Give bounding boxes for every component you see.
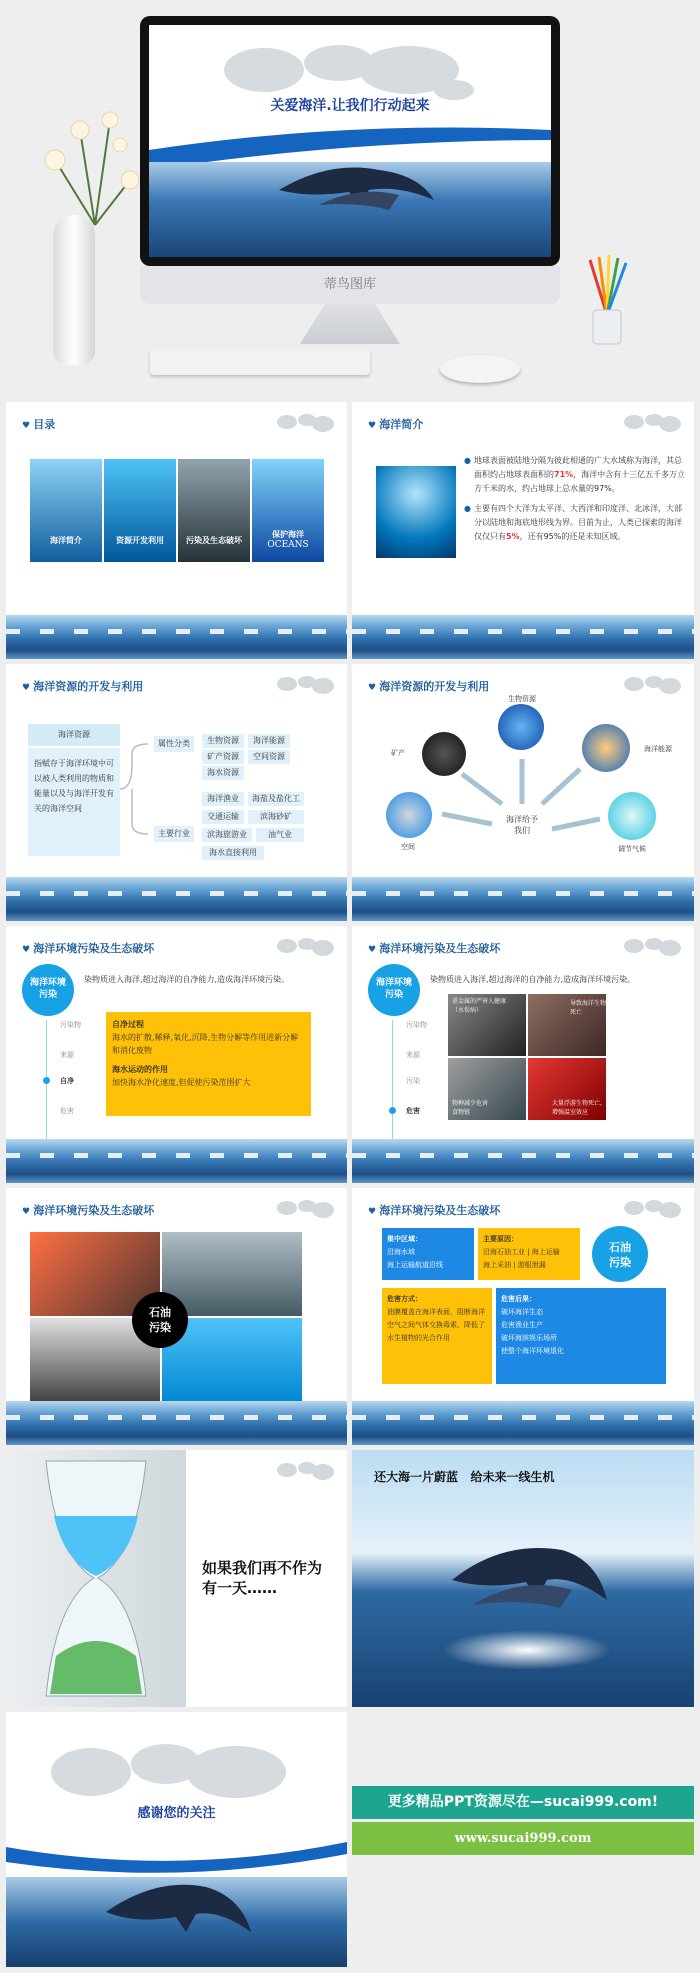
slide-pollution-harm — [352, 926, 694, 1183]
world-map-icon — [275, 1458, 335, 1484]
info-box-heading: 危害方式： — [387, 1295, 422, 1303]
dolphin-icon — [269, 140, 439, 220]
info-box-heading: 主要原因： — [483, 1235, 518, 1243]
contents-item[interactable] — [252, 459, 324, 562]
slide-contents — [6, 402, 347, 659]
intro-text-part: ，还有95%的还是未知区域。 — [519, 532, 626, 541]
resource-circle-label: 空间 — [401, 843, 415, 851]
world-map-icon — [622, 1196, 682, 1222]
ocean-photo — [376, 466, 456, 558]
industry-tag: 交通运输 — [202, 810, 244, 824]
slide-oil-details — [352, 1188, 694, 1445]
slide-title: ♥ 海洋环境污染及生态破坏 — [368, 1202, 500, 1218]
side-item[interactable]: 污染 — [406, 1077, 420, 1085]
attr-tag: 矿产资源 — [202, 750, 244, 764]
active-dot — [43, 1077, 50, 1084]
world-map-icon — [275, 1196, 335, 1222]
category-label: 属性分类 — [154, 736, 194, 752]
slide-thanks — [6, 1712, 347, 1967]
industry-tag: 油气业 — [256, 828, 304, 842]
side-item[interactable]: 污染物 — [60, 1021, 81, 1029]
photo-caption: 重金属的严害人健康（水俣病） — [452, 998, 507, 1014]
ad-banner-top[interactable]: 更多精品PPT资源尽在—sucai999.com! — [352, 1786, 694, 1819]
resource-main-label: 海洋资源 — [28, 724, 120, 746]
side-item-active[interactable]: 危害 — [406, 1107, 420, 1115]
world-map-icon — [275, 672, 335, 698]
slide-ocean-intro — [352, 402, 694, 659]
category-label: 主要行业 — [154, 826, 194, 842]
resource-circle — [582, 724, 630, 772]
info-box-heading: 集中区域： — [387, 1235, 422, 1243]
mouse — [440, 355, 520, 383]
info-box-heading: 危害后果： — [501, 1295, 536, 1303]
wave-footer — [6, 615, 347, 659]
intro-highlight: 71% — [554, 470, 574, 479]
slide-title: ♥ 海洋资源的开发与利用 — [368, 678, 489, 694]
industry-tag: 滨海砂矿 — [248, 810, 304, 824]
resource-circle — [386, 792, 432, 838]
side-item[interactable]: 污染物 — [406, 1021, 427, 1029]
quote-text: 如果我们再不作为 有一天…… — [202, 1559, 323, 1597]
monitor — [140, 16, 560, 266]
lead-text: 染物质进入海洋,超过海洋的自净能力,造成海洋环境污染。 — [84, 975, 290, 984]
pollution-badge: 海洋环境 污染 — [22, 964, 74, 1016]
contents-item[interactable]: 资源开发利用 — [104, 459, 176, 562]
box-heading: 自净过程 — [112, 1020, 144, 1029]
side-item-active[interactable]: 自净 — [60, 1077, 74, 1085]
intro-text-part: 地球表面被陆地分隔为彼此相通的广大水域称为海洋，其总面积约占地球表面积的 — [474, 456, 682, 479]
photo-caption: 大量浮游生物死亡,增强温室效应 — [552, 1100, 602, 1116]
wave-footer — [352, 877, 694, 921]
box-text: 海水的扩散,稀释,氧化,沉降,生物分解等作用进新分解和消化废物 — [112, 1033, 299, 1055]
world-map-icon — [46, 1732, 306, 1812]
side-item[interactable]: 危害 — [60, 1107, 74, 1115]
side-item[interactable]: 来源 — [406, 1051, 420, 1059]
keyboard — [150, 349, 370, 375]
slide-title: ♥ 海洋环境污染及生态破坏 — [22, 940, 154, 956]
info-box-region — [382, 1228, 474, 1280]
flowers-icon — [20, 90, 150, 230]
pencil-cup-icon — [585, 255, 629, 345]
slide-title: ♥ 海洋环境污染及生态破坏 — [368, 940, 500, 956]
active-dot — [389, 1107, 396, 1114]
intro-text-part: ，海洋中含有十三亿五千多万立方千米的水，约占地球上总水量的97%。 — [474, 470, 686, 493]
industry-tag: 海洋渔业 — [202, 792, 244, 806]
wave-footer — [352, 1401, 694, 1445]
resource-circle — [422, 732, 466, 776]
info-box-method — [382, 1288, 492, 1384]
intro-text-part: 主要有四个大洋为太平洋、大西洋和印度洋、北冰洋，大部分以陆地和海底地形线为界。目前为止，人类已探索的海洋仅仅只有 — [474, 504, 682, 541]
box-heading: 海水运动的作用 — [112, 1065, 168, 1074]
intro-highlight: 5% — [506, 532, 520, 541]
attr-tag: 生物资源 — [202, 734, 244, 748]
resource-description: 指赋存于海洋环境中可以被人类利用的物质和能量以及与海洋开发有关的海洋空间 — [28, 748, 120, 856]
slide-title: ♥ 海洋环境污染及生态破坏 — [22, 1202, 154, 1218]
cover-title: 关爱海洋.让我们行动起来 — [270, 98, 430, 114]
intro-paragraph — [464, 454, 689, 496]
info-box-result — [496, 1288, 666, 1384]
attr-tag: 海水资源 — [202, 766, 244, 780]
info-box-text: 油膜覆盖在海洋表面，阻断海洋空气之间气体交换毒素，降低了水生植物的光合作用 — [387, 1308, 485, 1342]
wave-footer — [6, 1401, 347, 1445]
slide-title: ♥ 海洋简介 — [368, 416, 423, 432]
info-box-text: 破坏海洋生态 危害渔业生产 破坏海滨娱乐场所 使整个海洋环境退化 — [501, 1308, 564, 1355]
wave-footer — [6, 877, 347, 921]
cover-slide — [149, 25, 551, 257]
world-map-icon — [275, 934, 335, 960]
oceans-text: OCEANS — [267, 540, 309, 550]
slide-slogan — [352, 1450, 694, 1707]
intro-text — [464, 454, 689, 550]
monitor-chin: 蒂鸟图库 — [140, 266, 560, 304]
pollution-badge: 海洋环境 污染 — [368, 964, 420, 1016]
industry-tag: 海盐及盐化工 — [248, 792, 304, 806]
world-map-icon — [622, 410, 682, 436]
ad-banner-bottom[interactable]: www.sucai999.com — [352, 1822, 694, 1855]
info-box-cause — [478, 1228, 580, 1280]
world-map-icon — [622, 934, 682, 960]
slide-title: ♥ 目录 — [22, 416, 55, 432]
industry-tag: 海水直接利用 — [202, 846, 264, 860]
info-box-text: 沿海水域 海上运输航道沿线 — [387, 1248, 443, 1269]
resource-circle-label: 调节气候 — [618, 845, 646, 853]
photo-caption: 物种减少危害食物链 — [452, 1100, 489, 1116]
purify-box — [106, 1012, 311, 1116]
slide-title: ♥ 海洋资源的开发与利用 — [22, 678, 143, 694]
industry-tag: 滨海旅游业 — [202, 828, 252, 842]
resource-circle — [498, 704, 544, 750]
contents-item[interactable]: 海洋简介 — [30, 459, 102, 562]
slide-hourglass — [6, 1450, 347, 1707]
thanks-text: 感谢您的关注 — [137, 1806, 216, 1821]
slide-pollution-purify — [6, 926, 347, 1183]
monitor-stand — [300, 304, 400, 344]
slide-resources-radial — [352, 664, 694, 921]
resource-circle — [608, 792, 656, 840]
radial-center-label: 海洋给予 我们 — [506, 815, 538, 835]
wave-footer — [352, 615, 694, 659]
wave-footer — [352, 1139, 694, 1183]
dolphin-icon — [96, 1862, 256, 1957]
box-text: 加快海水净化速度,但促使污染范围扩大 — [112, 1078, 251, 1087]
lead-text: 染物质进入海洋,超过海洋的自净能力,造成海洋环境污染。 — [430, 975, 636, 984]
photo-caption: 导致海洋生物死亡 — [570, 1000, 607, 1016]
timeline-line — [392, 1020, 393, 1140]
wave-footer — [6, 1139, 347, 1183]
resource-circle-label: 海洋能源 — [644, 745, 672, 753]
flower-vase — [53, 215, 95, 365]
resource-circle-label: 生物资源 — [508, 695, 536, 703]
wave-splash — [442, 1630, 612, 1670]
attr-tag: 空间资源 — [248, 750, 290, 764]
slide-resources-tree — [6, 664, 347, 921]
contents-item-label: 保护海洋 — [272, 530, 304, 539]
info-box-text: 沿海石油工业 | 海上运输 海上采油 | 游船泄漏 — [483, 1248, 560, 1269]
hourglass-icon — [36, 1456, 156, 1701]
intro-paragraph — [464, 502, 689, 544]
attr-tag: 海洋能源 — [248, 734, 290, 748]
contents-item[interactable]: 污染及生态破坏 — [178, 459, 250, 562]
world-map-icon — [275, 410, 335, 436]
oil-badge: 石油 污染 — [592, 1226, 648, 1282]
slogan-text: 还大海一片蔚蓝 给未来一线生机 — [374, 1470, 555, 1484]
slide-oil-photos — [6, 1188, 347, 1445]
oil-badge: 石油 污染 — [132, 1292, 188, 1348]
dolphin-icon — [442, 1520, 612, 1630]
side-item[interactable]: 来源 — [60, 1051, 74, 1059]
resource-circle-label: 矿产 — [391, 749, 405, 757]
